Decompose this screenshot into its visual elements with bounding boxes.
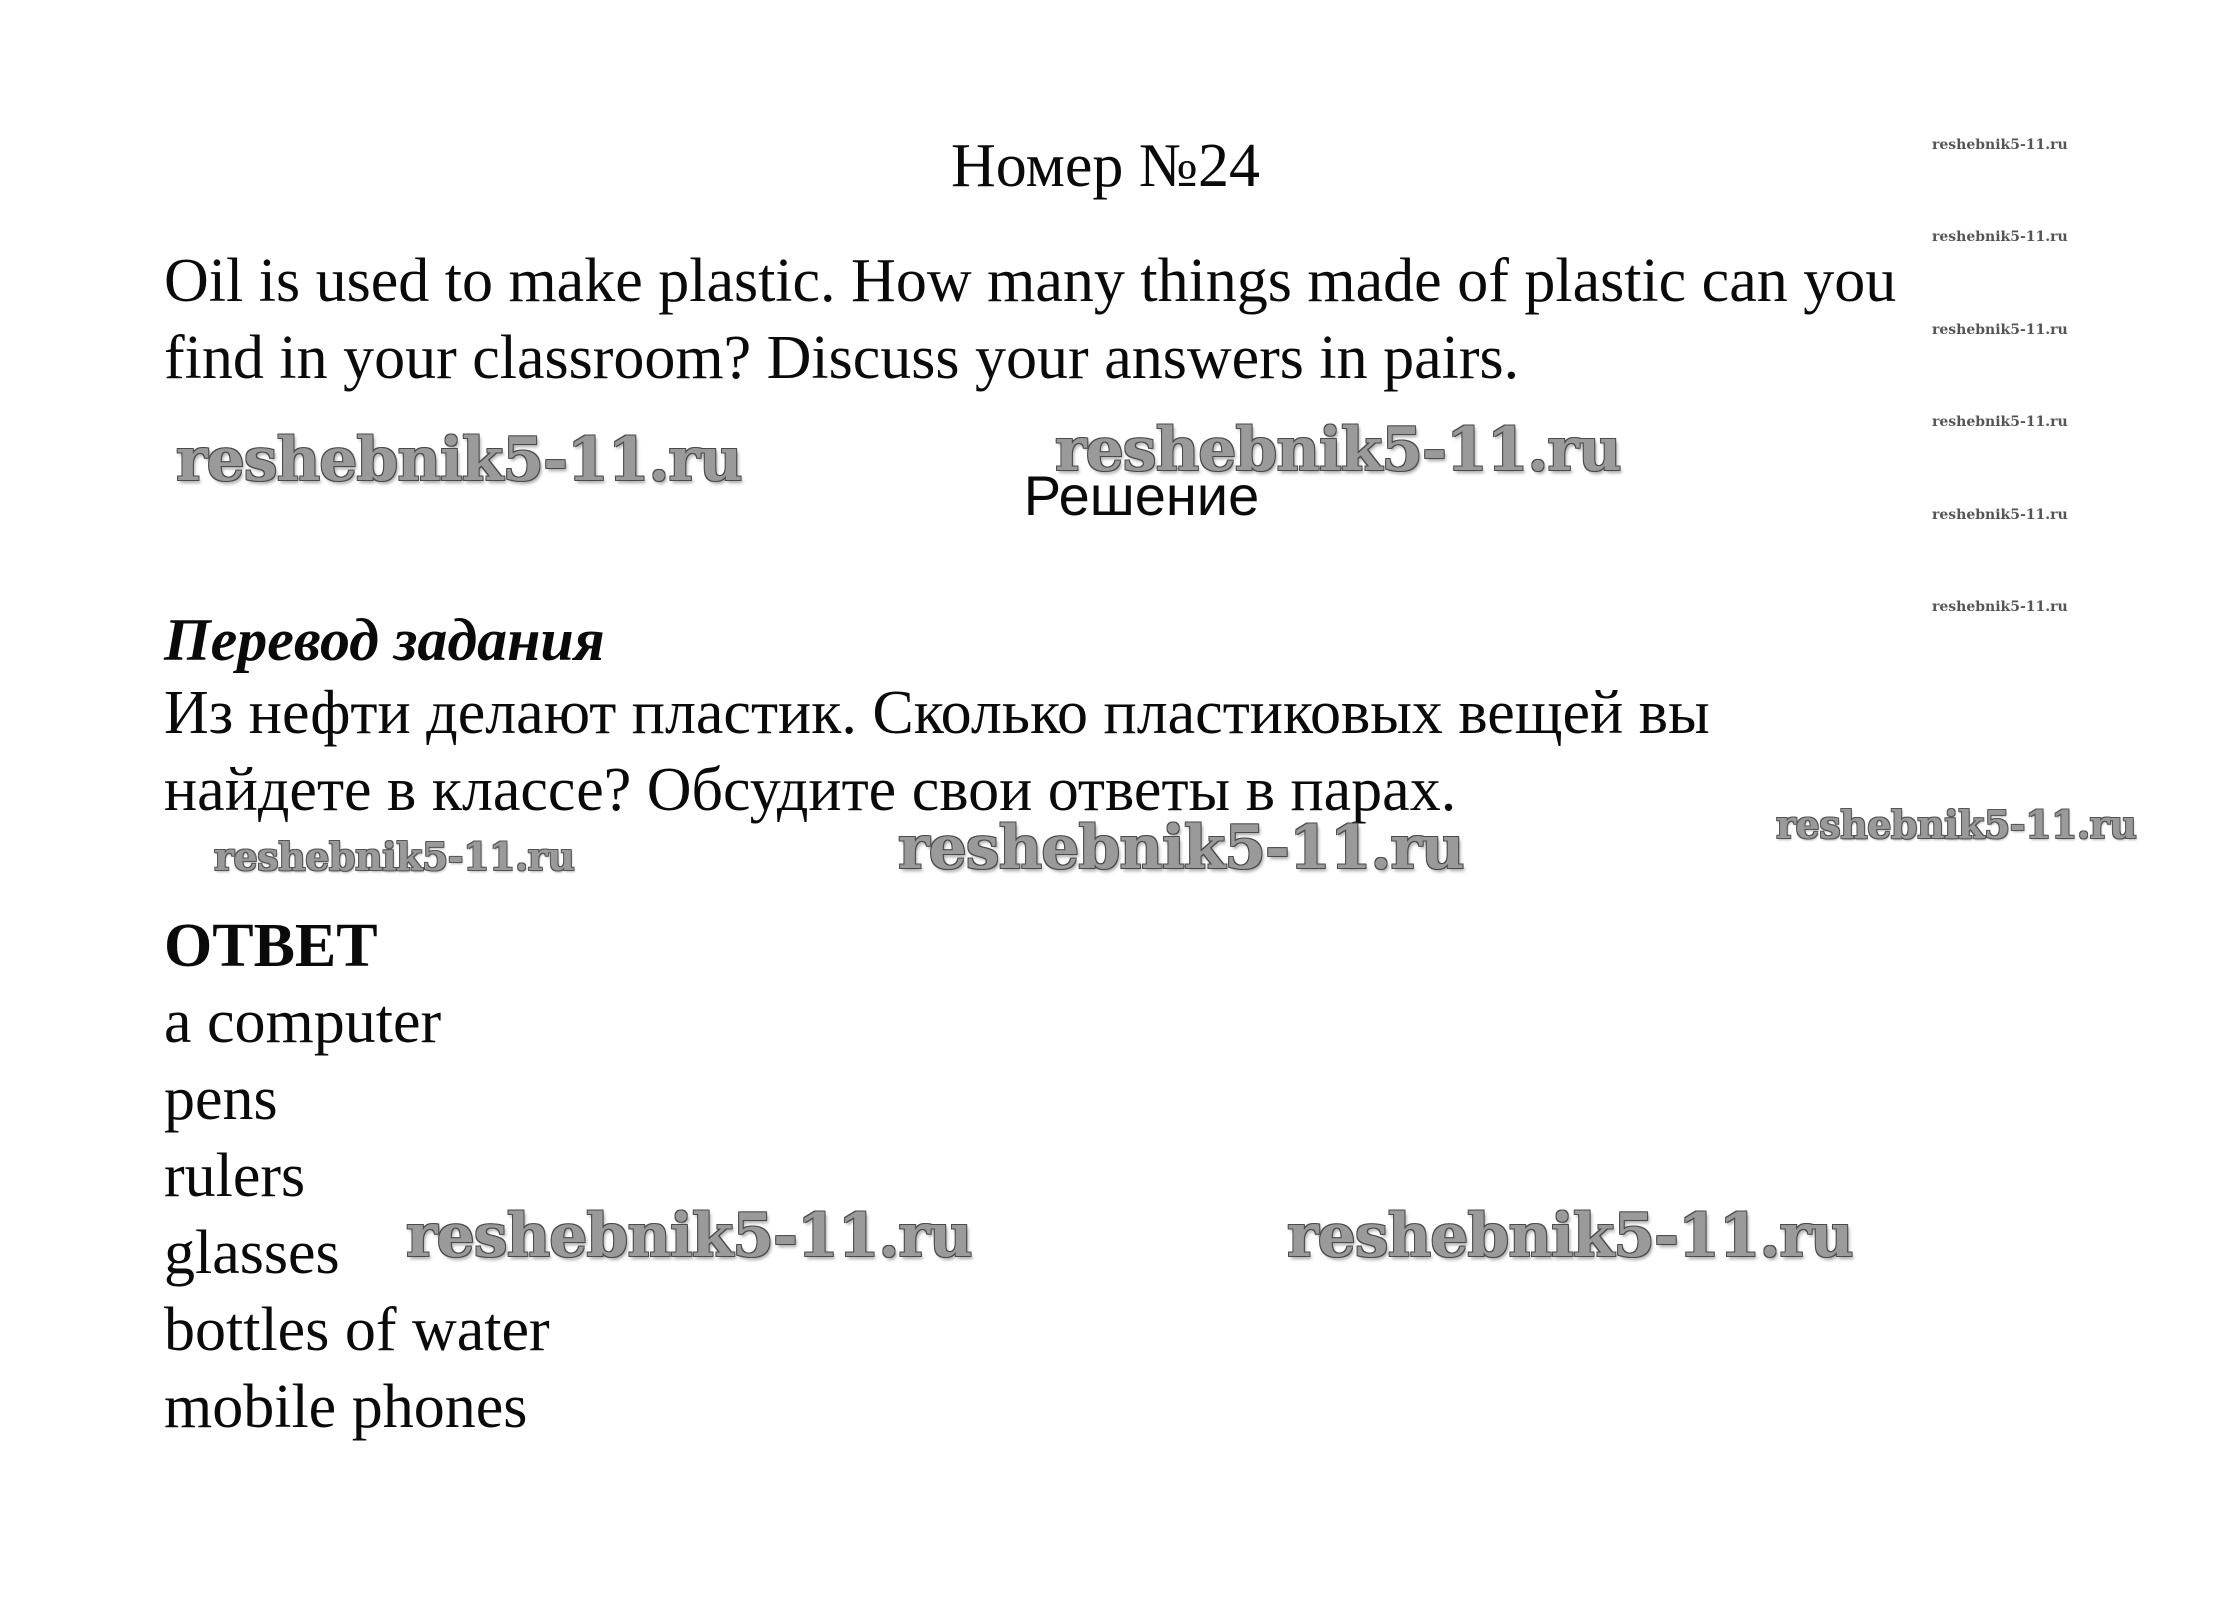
watermark: reshebnik5-11.ru — [1932, 507, 2068, 523]
answer-item: glasses — [164, 1219, 340, 1287]
task-line-2: find in your classroom? Discuss your answers in pairs. — [164, 324, 1520, 392]
translation-line-2: найдете в классе? Обсудите свои ответы в парах. — [164, 756, 1457, 824]
watermark: reshebnik5-11.ru — [1055, 415, 1621, 485]
watermark: reshebnik5-11.ru — [1932, 414, 2068, 430]
answer-item: pens — [164, 1065, 278, 1133]
watermark: reshebnik5-11.ru — [1287, 1201, 1853, 1271]
watermark: reshebnik5-11.ru — [1932, 137, 2068, 153]
watermark: reshebnik5-11.ru — [406, 1201, 972, 1271]
answer-item: a computer — [164, 988, 442, 1056]
translation-line-1: Из нефти делают пластик. Сколько пластиковых вещей вы — [164, 679, 1710, 747]
task-text — [164, 243, 1896, 397]
answer-heading: ОТВЕТ — [164, 912, 378, 980]
answer-item: rulers — [164, 1142, 306, 1210]
watermark: reshebnik5-11.ru — [214, 834, 575, 879]
watermark: reshebnik5-11.ru — [898, 813, 1464, 883]
watermark: reshebnik5-11.ru — [1932, 322, 2068, 338]
watermark: reshebnik5-11.ru — [176, 425, 742, 495]
watermark: reshebnik5-11.ru — [1932, 599, 2068, 615]
watermark: reshebnik5-11.ru — [1932, 229, 2068, 245]
page-title: Номер №24 — [950, 132, 1260, 200]
task-line-1: Oil is used to make plastic. How many things made of plastic can you — [164, 247, 1897, 315]
translation-heading: Перевод задания — [164, 607, 605, 673]
answer-item: mobile phones — [164, 1373, 528, 1441]
translation-text — [164, 675, 1710, 829]
solution-label: Решение — [1023, 464, 1260, 527]
watermark: reshebnik5-11.ru — [1776, 802, 2137, 847]
answer-item: bottles of water — [164, 1296, 550, 1364]
